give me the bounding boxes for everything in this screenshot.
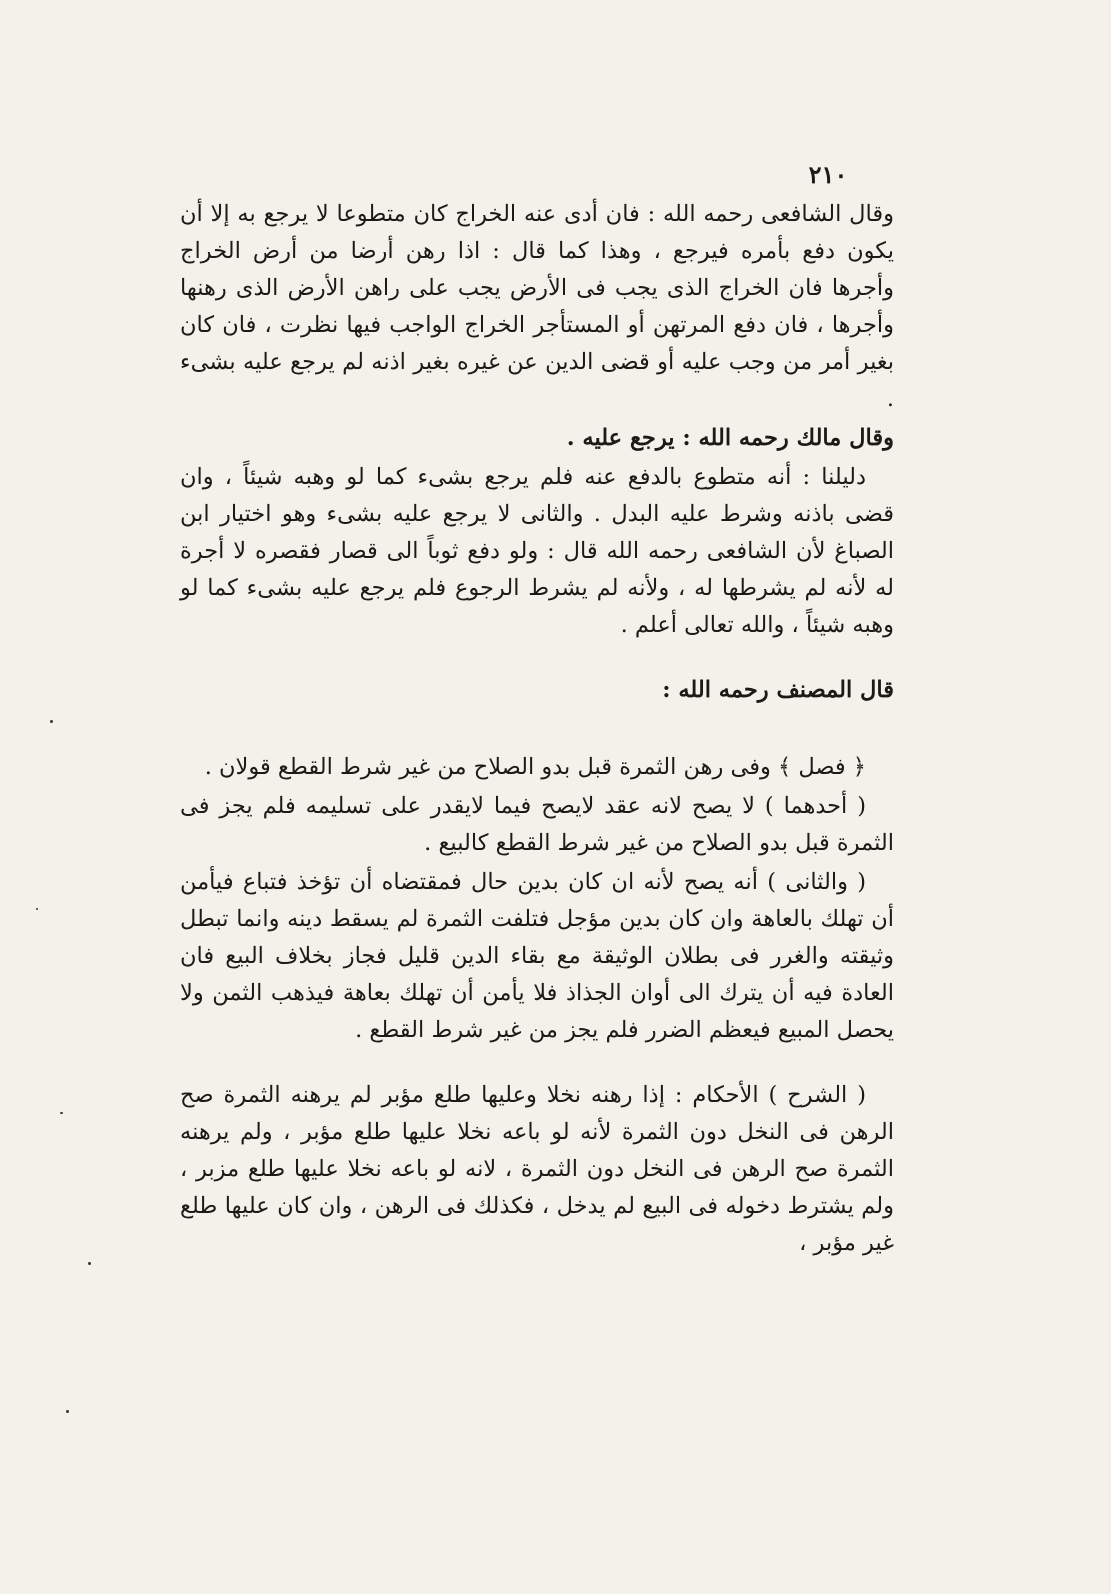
- scan-speck: [36, 908, 38, 910]
- paragraph-malik-opinion: وقال مالك رحمه الله : يرجع عليه .: [566, 425, 894, 451]
- paragraph-section-heading: ﴿ فصل ﴾ وفى رهن الثمرة قبل بدو الصلاح من غير شرط القطع قولان .: [204, 754, 866, 780]
- scan-speck: [50, 720, 53, 723]
- paragraph-second-opinion: ( والثانى ) أنه يصح لأنه ان كان بدين حال فمقتضاه أن تؤخذ فتباع فيأمن أن تهلك بالعاهة وان كان بدين مؤجل فتلفت الثمرة لم يسقط دينه وانما تبطل وثيقته والغرر فى بطلان الوثيقة مع بقاء الدين قليل فجاز بخلاف البيع فان العادة فيه أن يترك الى أوان الجذاذ فلا يأمن أن تهلك بعاهة فيذهب الثمن ولا يحصل المبيع فيعظم الضرر فلم يجز من غير شرط القطع .: [180, 869, 894, 1043]
- paragraph-evidence: دليلنا : أنه متطوع بالدفع عنه فلم يرجع بشىء كما لو وهبه شيئاً ، وان قضى باذنه وشرط عليه البدل . والثانى لا يرجع عليه بشىء وهو اختيار ابن الصباغ لأن الشافعى رحمه الله قال : ولو دفع ثوباً الى قصار فقصره لا أجرة له لأنه لم يشرطها له ، ولأنه لم يشرط الرجوع فلم يرجع عليه بشىء كما لو وهبه شيئاً ، والله تعالى أعلم .: [180, 464, 894, 638]
- page-body: [180, 196, 894, 1262]
- paragraph-commentary: ( الشرح ) الأحكام : إذا رهنه نخلا وعليها طلع مؤبر لم يرهنه الثمرة صح الرهن فى النخل دون الثمرة لأنه لو باعه نخلا عليها طلع مؤبر ، ولم يرهنه الثمرة صح الرهن فى النخل دون الثمرة ، لانه لو باعه نخلا عليها طلع مزبر ، ولم يشترط دخوله فى البيع لم يدخل ، فكذلك فى الرهن ، وان كان عليها طلع غير مؤبر ،: [180, 1082, 894, 1256]
- paragraph-author-heading: قال المصنف رحمه الله :: [662, 677, 894, 703]
- scan-speck: [66, 1410, 69, 1413]
- scan-speck: [60, 1112, 63, 1114]
- paragraph-shafii-kharaj: وقال الشافعى رحمه الله : فان أدى عنه الخراج كان متطوعا لا يرجع به إلا أن يكون دفع بأمره فيرجع ، وهذا كما قال : اذا رهن أرضا من أرض الخراج وأجرها فان الخراج الذى يجب فى الأرض يجب على راهن الأرض الذى رهنها وأجرها ، فان دفع المرتهن أو المستأجر الخراج الواجب فيها نظرت ، فان كان بغير أمر من وجب عليه أو قضى الدين عن غيره بغير اذنه لم يرجع عليه بشىء .: [180, 201, 894, 412]
- page-number: ٢١٠: [808, 160, 848, 189]
- scan-speck: [88, 1262, 91, 1265]
- paragraph-first-opinion: ( أحدهما ) لا يصح لانه عقد لايصح فيما لايقدر على تسليمه فلم يجز فى الثمرة قبل بدو الصلاح من غير شرط القطع كالبيع .: [180, 793, 894, 856]
